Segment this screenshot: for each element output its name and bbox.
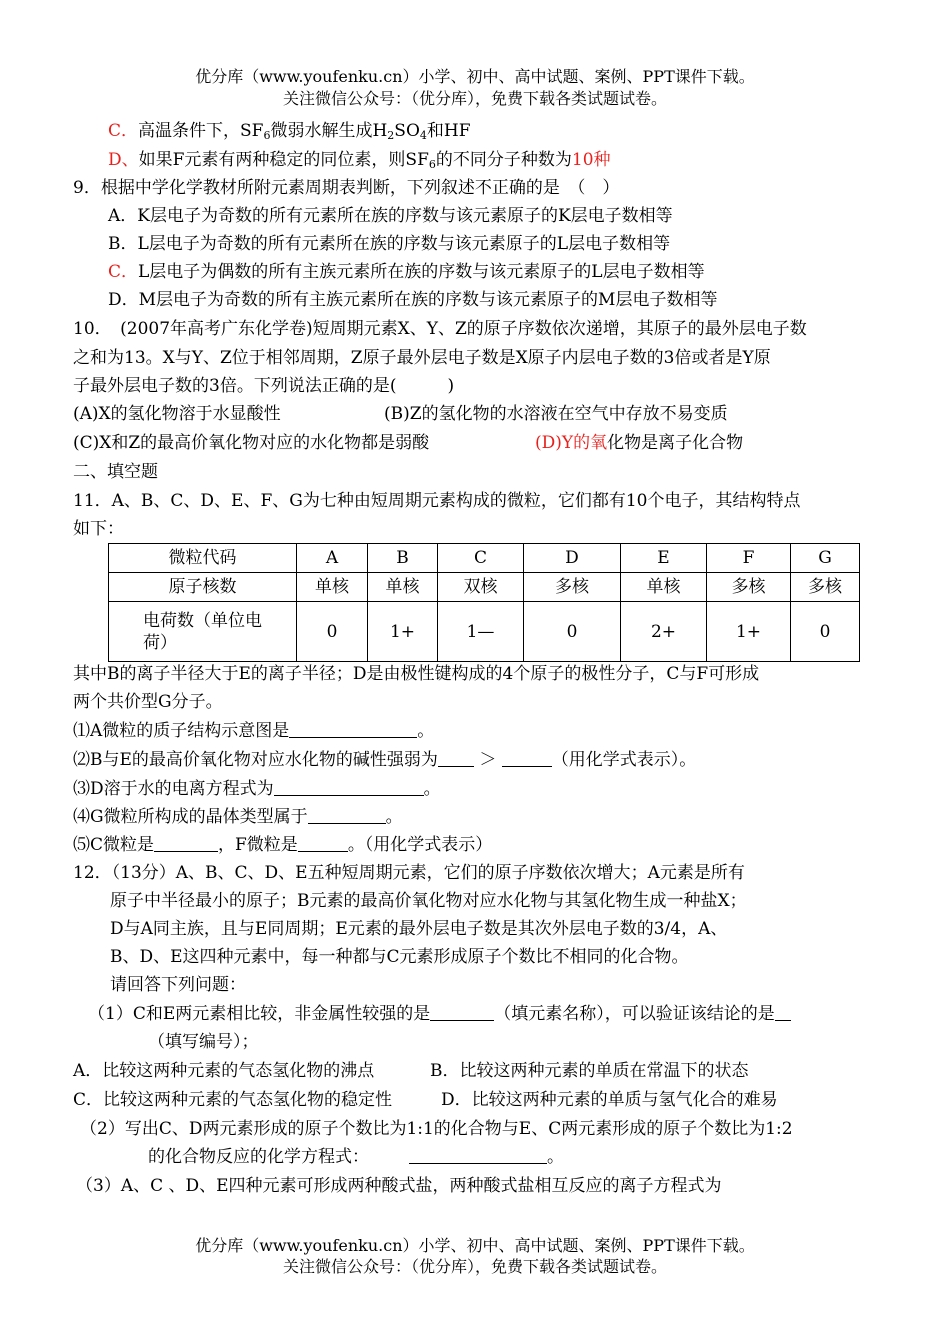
q11-after-line-2: 两个共价型G分子。 — [73, 692, 223, 712]
answer-blank[interactable] — [154, 835, 218, 852]
table-cell: 单核 — [297, 573, 368, 602]
table-cell: A — [297, 544, 368, 573]
table-cell: B — [368, 544, 438, 573]
q8-option-c: C．高温条件下，$SF_6$微弱水解生成$H_2SO_4$和HF — [108, 121, 471, 142]
q12-stem-line-5: 请回答下列问题： — [110, 975, 246, 995]
q12-option-b: B．比较这两种元素的单质在常温下的状态 — [430, 1061, 749, 1081]
q10-stem-line-2: 之和为13。X与Y、Z位于相邻周期，Z原子最外层电子数是X原子内层电子数的3倍或者是Y原 — [73, 348, 771, 368]
answer-blank[interactable] — [298, 835, 348, 852]
header-line-1: 优分库（www.youfenku.cn）小学、初中、高中试题、案例、PPT课件下载。 — [195, 67, 755, 86]
q8-option-d: D、如果F元素有两种稳定的同位素，则$SF_6$的不同分子种数为10种 — [108, 150, 611, 171]
q10-option-a: (A)X的氢化物溶于水显酸性 — [73, 404, 281, 424]
footer-line-1: 优分库（www.youfenku.cn）小学、初中、高中试题、案例、PPT课件下载。 — [195, 1236, 755, 1255]
q9-option-d: D．M层电子为奇数的所有主族元素所在族的序数与该元素原子的M层电子数相等 — [108, 290, 718, 310]
table-cell: 单核 — [368, 573, 438, 602]
q11-after-line-1: 其中B的离子半径大于E的离子半径；D是由极性键构成的4个原子的极性分子，C与F可形成 — [73, 664, 760, 684]
q12-part-1: （1）C和E两元素相比较，非金属性较强的是 （填元素名称），可以验证该结论的是 — [88, 1001, 791, 1027]
q9-option-a: A．K层电子为奇数的所有元素所在族的序数与该元素原子的K层电子数相等 — [108, 206, 673, 226]
table-cell: 双核 — [438, 573, 524, 602]
table-cell: 1+ — [707, 602, 791, 662]
answer-blank[interactable] — [502, 750, 552, 767]
table-cell: 电荷数（单位电 荷） — [109, 602, 297, 662]
answer-blank[interactable] — [430, 1004, 494, 1021]
q11-part-5: ⑸C微粒是 ，F微粒是 。（用化学式表示） — [73, 835, 493, 855]
table-cell: 1— — [438, 602, 524, 662]
answer-blank[interactable] — [438, 750, 474, 767]
table-cell: 0 — [524, 602, 621, 662]
table-row — [109, 544, 860, 573]
answer-blank[interactable] — [308, 807, 386, 824]
q10-stem-line-1: 10． (2007年高考广东化学卷)短周期元素X、Y、Z的原子序数依次递增，其原子的最外层电子数 — [73, 319, 807, 339]
table-cell: 多核 — [707, 573, 791, 602]
q12-stem-line-2: 原子中半径最小的原子；B元素的最高价氧化物对应水化物与其氢化物生成一种盐X； — [110, 891, 747, 911]
q12-stem-line-4: B、D、E这四种元素中，每一种都与C元素形成原子个数比不相同的化合物。 — [110, 947, 689, 967]
q12-option-d: D．比较这两种元素的单质与氢气化合的难易 — [441, 1090, 778, 1110]
footer-line-2: 关注微信公众号：（优分库），免费下载各类试题试卷。 — [282, 1257, 667, 1276]
q9-option-b: B．L层电子为奇数的所有元素所在族的序数与该元素原子的L层电子数相等 — [108, 234, 671, 254]
q12-stem-line-3: D与A同主族，且与E同周期；E元素的最外层电子数是其次外层电子数的3/4，A、 — [110, 919, 728, 939]
table-cell: 多核 — [791, 573, 860, 602]
table-cell: 原子核数 — [109, 573, 297, 602]
table-row — [109, 573, 860, 602]
q11-stem-line-1: 11．A、B、C、D、E、F、G为七种由短周期元素构成的微粒，它们都有10个电子，其结构特点 — [73, 491, 801, 511]
table-cell: 微粒代码 — [109, 544, 297, 573]
q10-stem-line-3: 子最外层电子数的3倍。下列说法正确的是( ) — [73, 376, 455, 396]
q11-part-4: ⑷G微粒所构成的晶体类型属于 。 — [73, 807, 403, 827]
table-cell: 多核 — [524, 573, 621, 602]
table-cell: G — [791, 544, 860, 573]
q10-option-c: (C)X和Z的最高价氧化物对应的水化物都是弱酸 — [73, 433, 430, 453]
q12-stem-line-1: 12．（13分）A、B、C、D、E五种短周期元素，它们的原子序数依次增大；A元素是所有 — [73, 863, 745, 883]
answer-blank[interactable] — [409, 1147, 547, 1164]
table-cell: 0 — [297, 602, 368, 662]
q12-part-2: （2）写出C、D两元素形成的原子个数比为1:1的化合物与E、C两元素形成的原子个数比为1:2 — [80, 1119, 793, 1139]
q11-part-2: ⑵B与E的最高价氧化物对应水化物的碱性强弱为 ＞ （用化学式表示）。 — [73, 750, 697, 770]
table-row — [109, 602, 860, 662]
q10-option-b: (B)Z的氢化物的水溶液在空气中存放不易变质 — [384, 404, 728, 424]
table-cell: 2+ — [621, 602, 707, 662]
particle-table — [108, 543, 860, 662]
answer-blank[interactable] — [775, 1004, 791, 1021]
q12-option-c: C．比较这两种元素的气态氢化物的稳定性 — [73, 1090, 393, 1110]
table-cell: 单核 — [621, 573, 707, 602]
q8-d-label: D、 — [108, 150, 139, 170]
table-cell: 0 — [791, 602, 860, 662]
table-cell: E — [621, 544, 707, 573]
q11-part-3: ⑶D溶于水的电离方程式为 。 — [73, 779, 441, 799]
table-cell: F — [707, 544, 791, 573]
answer-blank[interactable] — [274, 779, 424, 796]
header-line-2: 关注微信公众号：（优分库），免费下载各类试题试卷。 — [282, 89, 667, 108]
q12-option-a: A．比较这两种元素的气态氢化物的沸点 — [73, 1061, 375, 1081]
q11-part-1: ⑴A微粒的质子结构示意图是 。 — [73, 721, 435, 741]
q12-part-2-cont: 的化合物反应的化学方程式： 。 — [148, 1147, 564, 1167]
q10-option-d: (D)Y的氧化物是离子化合物 — [535, 433, 744, 453]
answer-blank[interactable] — [289, 721, 417, 738]
section-title-fill-in: 二、填空题 — [73, 462, 158, 482]
q12-part-3: （3）A、C 、D、E四种元素可形成两种酸式盐，两种酸式盐相互反应的离子方程式为 — [76, 1176, 722, 1196]
q11-stem-line-2: 如下： — [73, 519, 124, 539]
table-cell: C — [438, 544, 524, 573]
q12-part-1-cont: （填写编号）； — [148, 1032, 259, 1052]
table-cell: 1+ — [368, 602, 438, 662]
q8-c-label: C． — [108, 121, 139, 141]
q9-option-c: C．L层电子为偶数的所有主族元素所在族的序数与该元素原子的L层电子数相等 — [108, 262, 705, 282]
table-cell: D — [524, 544, 621, 573]
q9-stem: 9．根据中学化学教材所附元素周期表判断，下列叙述不正确的是 （ ） — [73, 178, 620, 198]
